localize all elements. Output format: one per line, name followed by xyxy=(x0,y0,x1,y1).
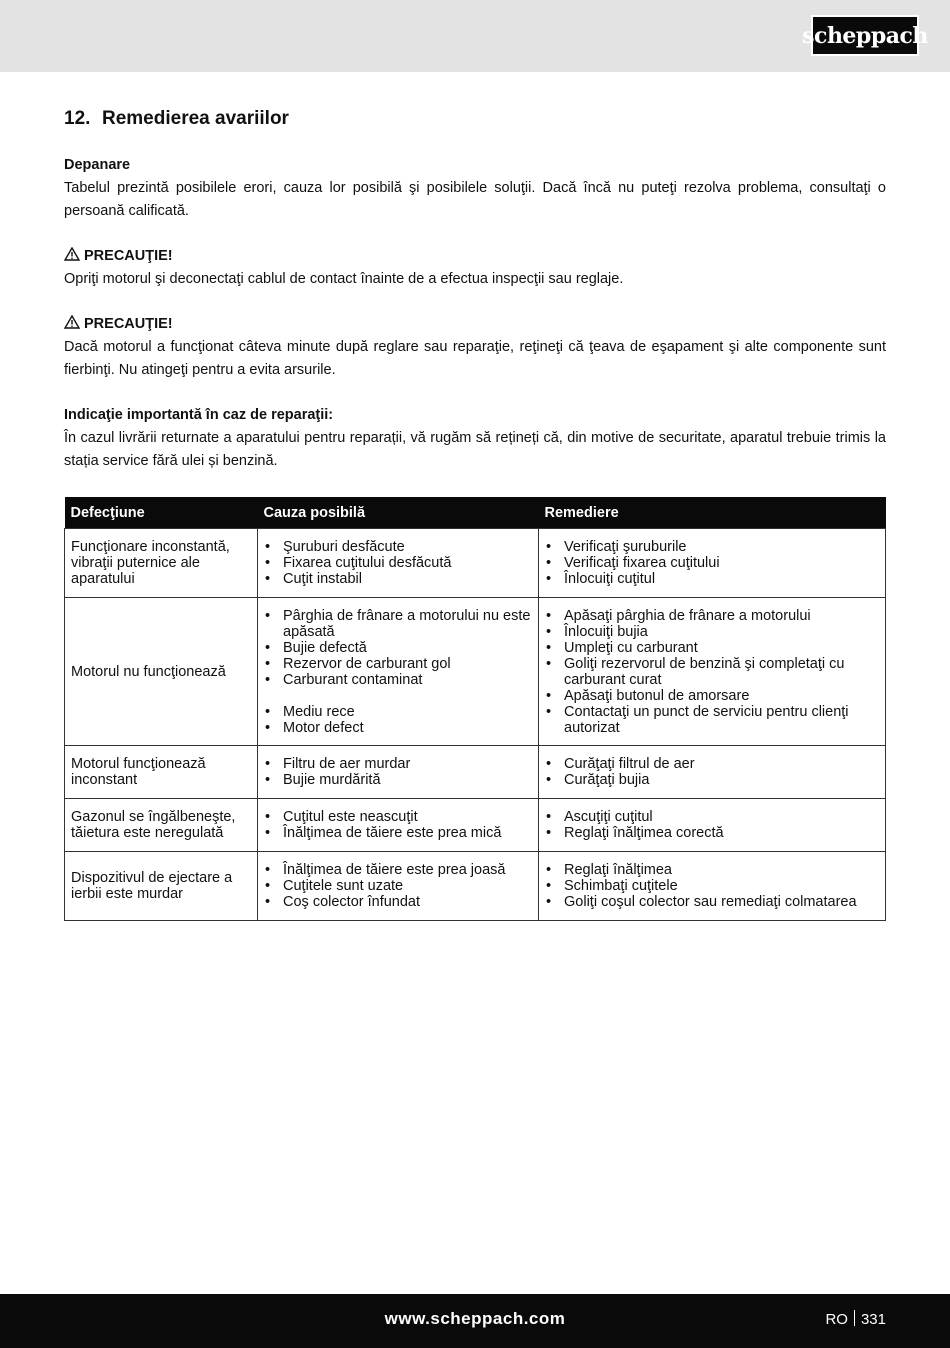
page-content xyxy=(64,104,886,473)
list-item: • Filtru de aer murdar xyxy=(264,756,532,772)
fault-cell: Dispozitivul de ejectare a ierbii este murdar xyxy=(65,852,258,921)
table-row xyxy=(65,598,886,746)
troubleshooting-table xyxy=(64,497,886,921)
list-item: • Goliţi rezervorul de benzină şi completaţi cu carburant curat xyxy=(545,656,879,688)
cause-cell xyxy=(258,799,539,852)
warning-icon xyxy=(64,315,80,329)
header-remedy: Remediere xyxy=(539,497,886,529)
list-item: • Goliţi coşul colector sau remediaţi colmatarea xyxy=(545,894,879,910)
list-item: • Curăţaţi bujia xyxy=(545,772,879,788)
list-item: • Pârghia de frânare a motorului nu este apăsată xyxy=(264,608,532,640)
list-item: • Coş colector înfundat xyxy=(264,894,532,910)
footer-bar xyxy=(0,1294,950,1348)
caution-heading-1 xyxy=(64,245,886,268)
list-item: • Verificaţi fixarea cuţitului xyxy=(545,555,879,571)
header-fault: Defecţiune xyxy=(65,497,258,529)
fault-cell: Funcţionare inconstantă, vibraţii puternice ale aparatului xyxy=(65,529,258,598)
list-item: • Bujie murdărită xyxy=(264,772,532,788)
list-item: • Apăsaţi butonul de amorsare xyxy=(545,688,879,704)
list-item: • Carburant contaminat xyxy=(264,672,532,688)
table-header-row xyxy=(65,497,886,529)
list-item: • Cuţitul este neascuţit xyxy=(264,809,532,825)
intro-heading: Depanare xyxy=(64,157,131,173)
list-item: • Schimbaţi cuţitele xyxy=(545,878,879,894)
intro-text: Tabelul prezintă posibilele erori, cauza lor posibilă şi posibilele soluţii. Dacă încă nu puteţi rezolva problema, consultaţi o persoană calificată. xyxy=(64,180,886,219)
list-item: • Cuţit instabil xyxy=(264,571,532,587)
website-link[interactable]: www.scheppach.com xyxy=(384,1309,566,1328)
fault-cell: Gazonul se îngălbeneşte, tăietura este neregulată xyxy=(65,799,258,852)
remedy-cell xyxy=(539,799,886,852)
list-item: • Verificaţi şuruburile xyxy=(545,539,879,555)
section-title xyxy=(64,104,886,134)
fault-cell: Motorul nu funcţionează xyxy=(65,598,258,746)
section-title-text: Remedierea avariilor xyxy=(102,108,289,129)
list-item: • Rezervor de carburant gol xyxy=(264,656,532,672)
list-item: • Bujie defectă xyxy=(264,640,532,656)
caution-label-1: PRECAUŢIE! xyxy=(84,248,173,264)
list-item: • Reglaţi înălţimea xyxy=(545,862,879,878)
cause-cell xyxy=(258,852,539,921)
divider xyxy=(854,1310,855,1326)
list-item: • Înălţimea de tăiere este prea mică xyxy=(264,825,532,841)
remedy-cell xyxy=(539,746,886,799)
warning-icon xyxy=(64,247,80,261)
list-item: • Mediu rece xyxy=(264,704,532,720)
caution-heading-2 xyxy=(64,313,886,336)
list-item: • Fixarea cuţitului desfăcută xyxy=(264,555,532,571)
cause-cell xyxy=(258,529,539,598)
remedy-cell xyxy=(539,529,886,598)
table-row xyxy=(65,529,886,598)
table-row xyxy=(65,746,886,799)
table-row xyxy=(65,799,886,852)
list-item: • Cuţitele sunt uzate xyxy=(264,878,532,894)
page-indicator xyxy=(825,1310,886,1328)
language-code: RO xyxy=(825,1311,848,1328)
list-item: • Contactaţi un punct de serviciu pentru clienţi autorizat xyxy=(545,704,879,736)
page-number: 331 xyxy=(860,1311,886,1328)
brand-logo: scheppach xyxy=(811,15,919,56)
list-item: • Ascuţiţi cuţitul xyxy=(545,809,879,825)
list-item: • Apăsaţi pârghia de frânare a motorului xyxy=(545,608,879,624)
header-cause: Cauza posibilă xyxy=(258,497,539,529)
section-number: 12. xyxy=(64,108,91,129)
list-item: • Curăţaţi filtrul de aer xyxy=(545,756,879,772)
caution-text-2: Dacă motorul a funcţionat câteva minute după reglare sau reparaţie, reţineţi că ţeava de eşapament şi alte componente sunt fierbinţi. Nu atingeţi pentru a evita arsurile. xyxy=(64,339,886,378)
repair-note-heading: Indicaţie importantă în caz de reparaţii: xyxy=(64,407,334,423)
cause-cell xyxy=(258,598,539,746)
table-row xyxy=(65,852,886,921)
fault-cell: Motorul funcţionează inconstant xyxy=(65,746,258,799)
caution-text-1: Opriţi motorul şi deconectaţi cablul de contact înainte de a efectua inspecţii sau reglaje. xyxy=(64,271,624,287)
list-item: • Reglaţi înălţimea corectă xyxy=(545,825,879,841)
list-item: • Înlocuiţi cuţitul xyxy=(545,571,879,587)
list-item: • Şuruburi desfăcute xyxy=(264,539,532,555)
cause-cell xyxy=(258,746,539,799)
list-item: • Înlocuiţi bujia xyxy=(545,624,879,640)
list-item: • Înălţimea de tăiere este prea joasă xyxy=(264,862,532,878)
header-bar xyxy=(0,0,950,72)
list-item: • Umpleţi cu carburant xyxy=(545,640,879,656)
remedy-cell xyxy=(539,852,886,921)
caution-label-2: PRECAUŢIE! xyxy=(84,316,173,332)
remedy-cell xyxy=(539,598,886,746)
list-item: • Motor defect xyxy=(264,720,532,736)
repair-note-text: În cazul livrării returnate a aparatului pentru reparații, vă rugăm să rețineți că, din motive de securitate, aparatul trebuie trimis la stația service fără ulei și benzină. xyxy=(64,430,886,469)
